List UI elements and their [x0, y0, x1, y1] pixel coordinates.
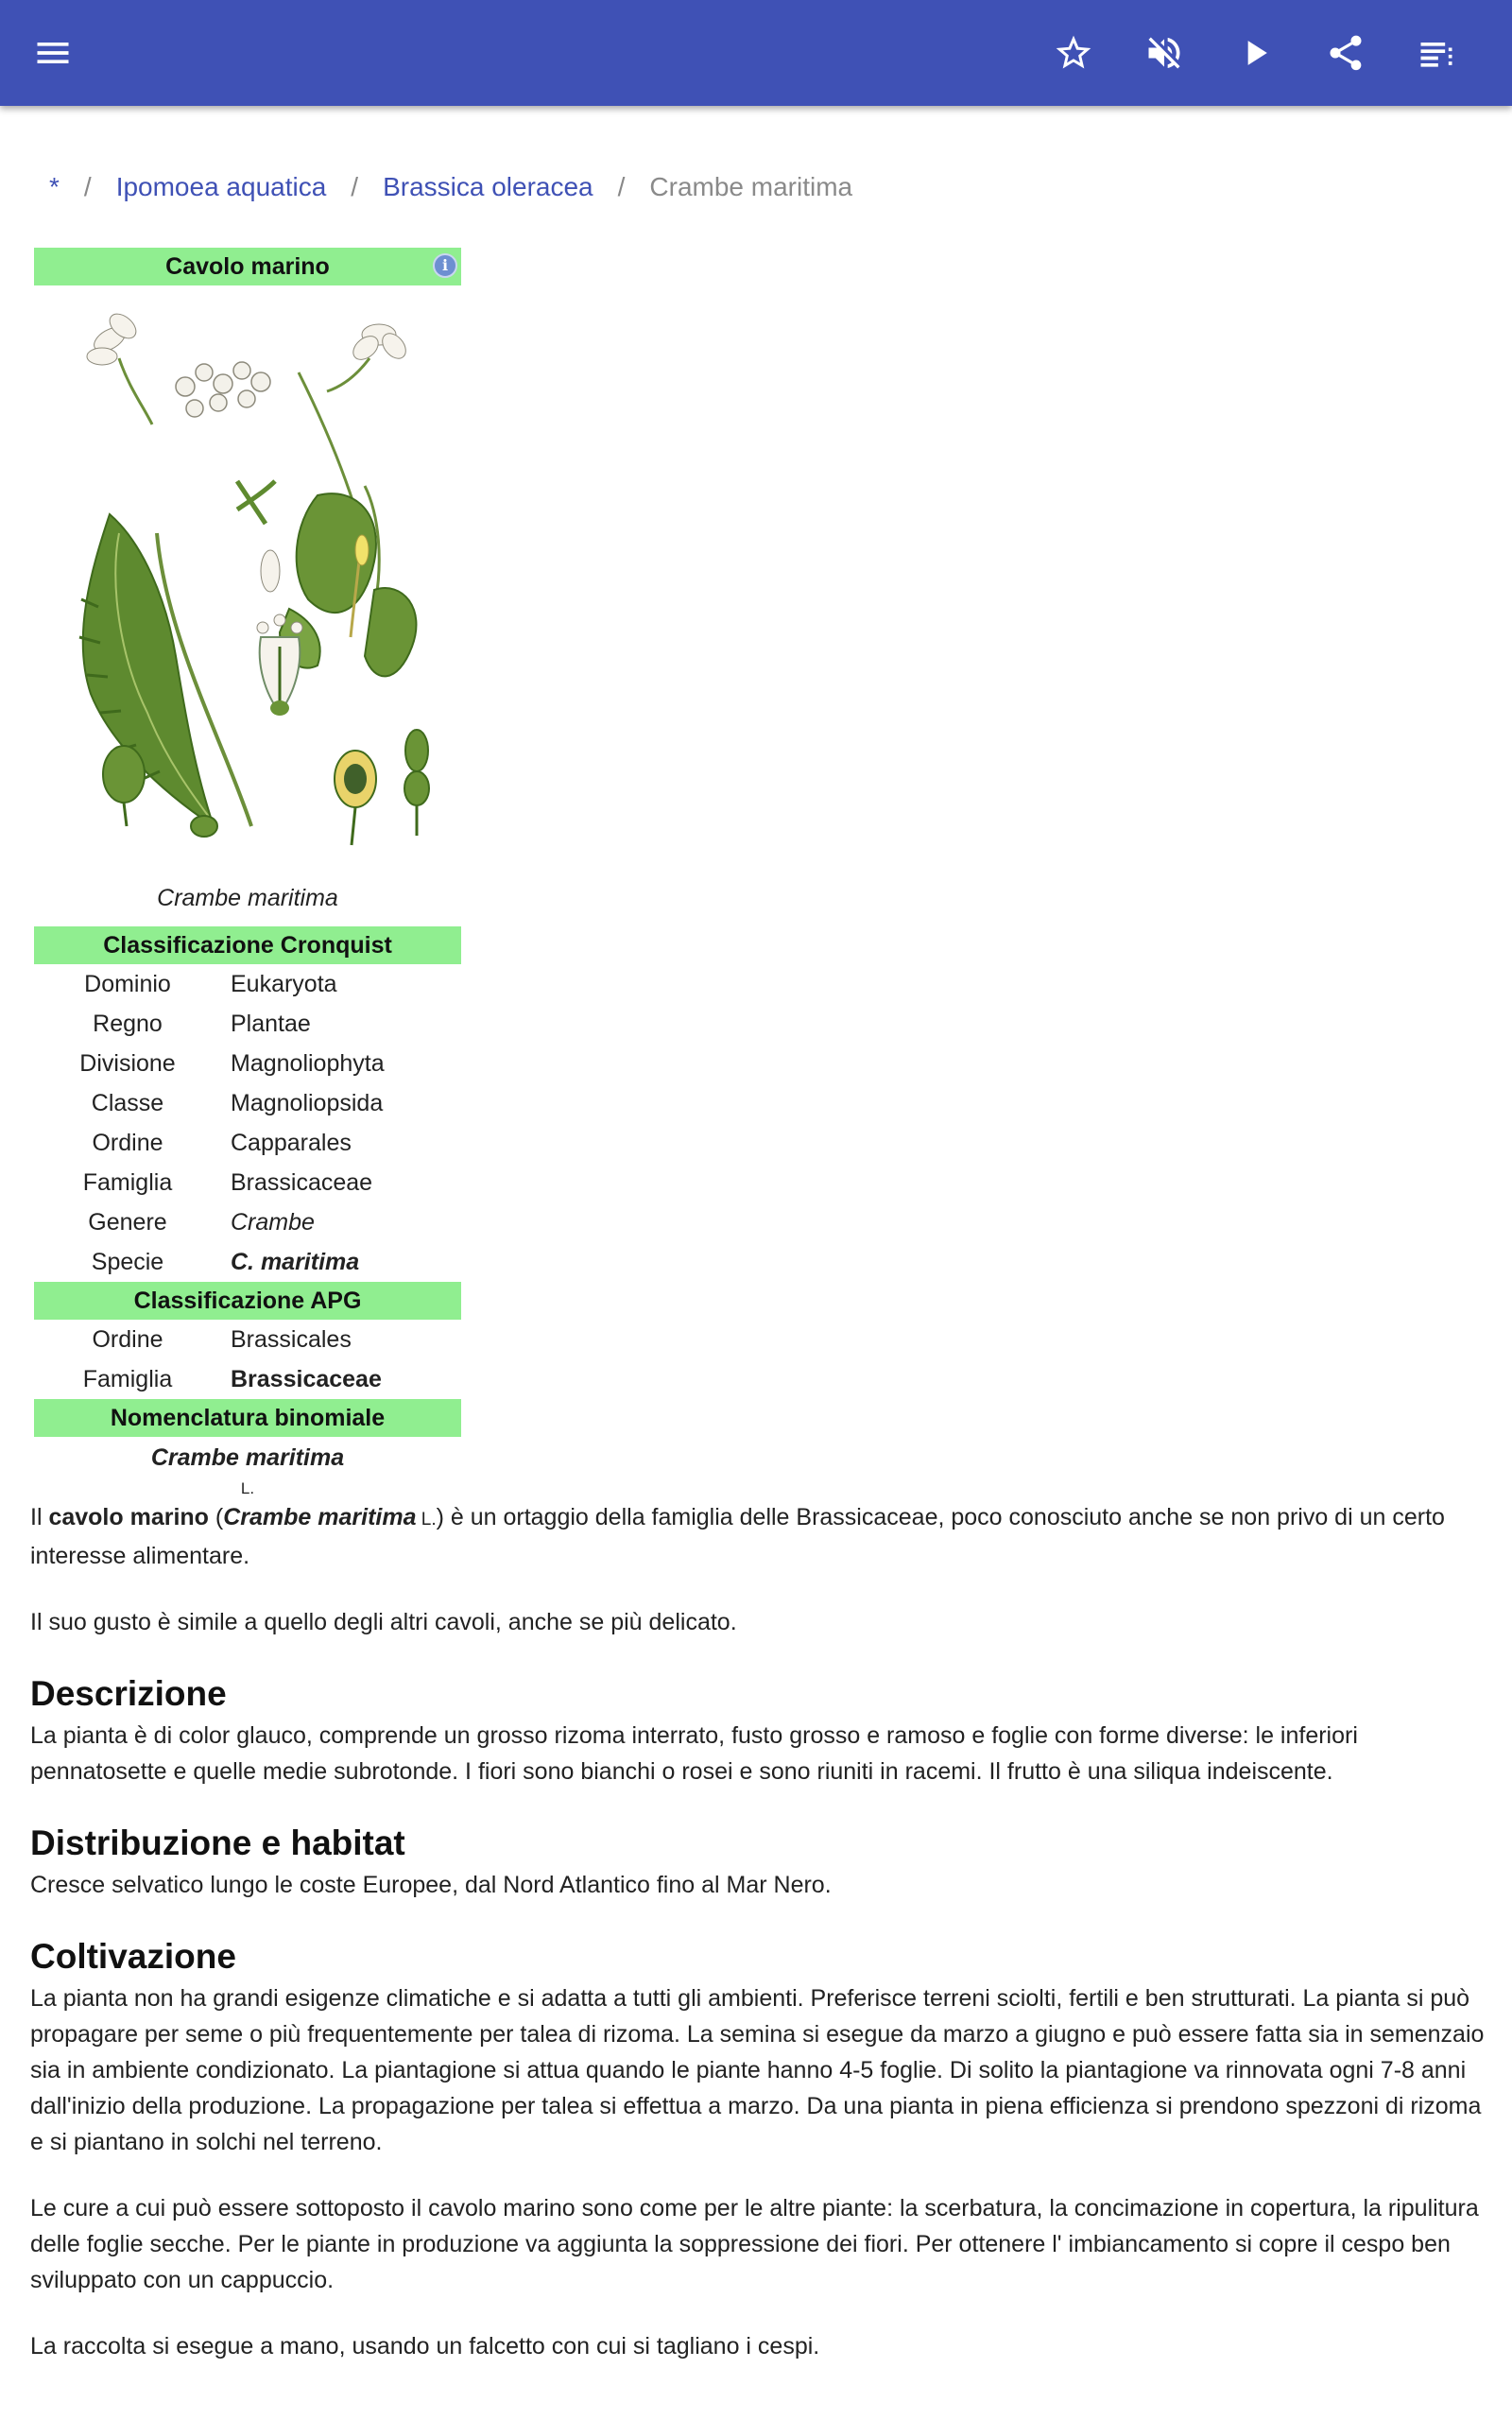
intro-text: ) è un ortaggio della famiglia delle Brassicaceae, poco conosciuto anche se non privo di un certo interesse alimentare. — [30, 1504, 1445, 1569]
taxon-rank: Regno — [93, 1011, 163, 1037]
breadcrumb-home-link[interactable]: * — [49, 172, 60, 201]
apg-header: Classificazione APG — [34, 1282, 461, 1320]
image-caption: Crambe maritima — [157, 885, 338, 911]
taxon-rank: Divisione — [79, 1050, 176, 1077]
menu-button[interactable] — [19, 19, 87, 87]
taxon-row — [34, 1044, 461, 1083]
crambe-maritima-drawing — [53, 297, 442, 860]
taxon-value[interactable]: Capparales — [231, 1130, 352, 1156]
taxon-row — [34, 1123, 461, 1163]
taxon-rank: Classe — [91, 1090, 164, 1116]
favorite-button[interactable] — [1040, 19, 1108, 87]
cronquist-header: Classificazione Cronquist — [34, 926, 461, 964]
taxon-value: Brassicaceae — [231, 1366, 382, 1392]
taxon-value[interactable]: Eukaryota — [231, 971, 337, 997]
intro-author: L. — [416, 1510, 437, 1530]
taxon-value[interactable]: Brassicales — [231, 1326, 352, 1353]
play-icon — [1234, 32, 1276, 74]
mute-button[interactable] — [1130, 19, 1198, 87]
intro-text: Il — [30, 1504, 49, 1530]
playlist-icon — [1416, 32, 1457, 74]
taxon-row — [34, 1083, 461, 1123]
binomial-header: Nomenclatura binomiale — [34, 1399, 461, 1437]
taxon-rank: Famiglia — [82, 1169, 173, 1196]
app-bar — [0, 0, 1512, 106]
star-icon — [1053, 32, 1094, 74]
section-heading-coltivazione: Coltivazione — [30, 1937, 236, 1976]
breadcrumb — [49, 168, 852, 206]
taxon-value[interactable]: Brassicaceae — [231, 1169, 373, 1196]
taxon-value[interactable]: Plantae — [231, 1011, 311, 1037]
taxon-rank: Ordine — [92, 1326, 163, 1353]
breadcrumb-link-ipomoea[interactable]: Ipomoea aquatica — [115, 172, 327, 201]
taxon-rank: Famiglia — [82, 1366, 173, 1392]
taxobox-title — [34, 248, 461, 285]
taxobox-title-text: Cavolo marino — [165, 253, 330, 280]
share-button[interactable] — [1312, 19, 1380, 87]
breadcrumb-separator: / — [351, 172, 359, 201]
taxon-row — [34, 1320, 461, 1359]
volume-off-icon — [1143, 32, 1185, 74]
intro-binomial: Crambe maritima — [223, 1504, 417, 1530]
breadcrumb-separator: / — [83, 172, 92, 201]
taxon-row — [34, 1202, 461, 1242]
paragraph: Le cure a cui può essere sottoposto il cavolo marino sono come per le altre piante: la scerbatura, la concimazione in copertura, la ripulitura delle foglie secche. Per le piante in produzione va aggiunta la soppressione dei fiori. Per ottenere l' imbiancamento si copre il cespo ben sviluppato con un cappuccio. — [30, 2195, 1479, 2293]
intro-bold-term: cavolo marino — [48, 1504, 209, 1530]
menu-icon — [32, 32, 74, 74]
paragraph: La pianta non ha grandi esigenze climatiche e si adatta a tutti gli ambienti. Preferisce terreni sciolti, fertili e ben strutturati. La pianta si può propagare per seme o più frequentemente per talea di rizoma. La semina si esegue da marzo a giugno e può essere fatta sia in semenzaio sia in ambiente condizionato. La piantagione si attua quando le piante hanno 4-5 foglie. Di solito la piantagione va rinnovata ogni 7-8 anni dall'inizio della produzione. La propagazione per talea si effettua a marzo. Da una pianta in piena efficienza si prendono spezzoni di rizoma e si piantano in solchi nel terreno. — [30, 1985, 1485, 2155]
intro-text: ( — [208, 1504, 224, 1530]
intro-paragraph — [30, 1499, 1486, 1574]
taxon-row — [34, 1163, 461, 1202]
taxon-value[interactable]: Magnoliophyta — [231, 1050, 385, 1077]
taxobox — [34, 248, 461, 1505]
info-icon[interactable]: i — [433, 253, 457, 278]
taxon-rank: Dominio — [84, 971, 171, 997]
taxon-value[interactable]: Magnoliopsida — [231, 1090, 384, 1116]
taxon-row — [34, 1004, 461, 1044]
plant-illustration[interactable] — [34, 285, 461, 870]
taxon-rank: Specie — [91, 1249, 164, 1275]
breadcrumb-separator: / — [617, 172, 626, 201]
section-heading-distribuzione: Distribuzione e habitat — [30, 1824, 405, 1862]
paragraph: La raccolta si esegue a mano, usando un falcetto con cui si tagliano i cespi. — [30, 2333, 820, 2360]
taxon-value[interactable]: Crambe — [231, 1209, 315, 1236]
taxon-row — [34, 964, 461, 1004]
breadcrumb-link-brassica[interactable]: Brassica oleracea — [383, 172, 593, 201]
taxon-row — [34, 1242, 461, 1282]
section-heading-descrizione: Descrizione — [30, 1674, 227, 1713]
binomial-author: L. — [240, 1479, 255, 1497]
paragraph: La pianta è di color glauco, comprende un grosso rizoma interrato, fusto grosso e ramoso e foglie con forme diverse: le inferiori pennatosette e quelle medie subrotonde. I fiori sono bianchi o rosei e sono riuniti in racemi. Il frutto è una siliqua indeiscente. — [30, 1722, 1358, 1785]
binomial-name: Crambe maritima — [150, 1444, 345, 1471]
article-body — [30, 1499, 1486, 2394]
share-icon — [1325, 32, 1366, 74]
contents-button[interactable] — [1402, 19, 1470, 87]
paragraph: Il suo gusto è simile a quello degli altri cavoli, anche se più delicato. — [30, 1609, 737, 1635]
taxon-value: C. maritima — [231, 1249, 360, 1275]
play-button[interactable] — [1221, 19, 1289, 87]
breadcrumb-current: Crambe maritima — [649, 172, 853, 201]
taxon-rank: Ordine — [92, 1130, 163, 1156]
taxon-rank: Genere — [88, 1209, 167, 1236]
taxon-row — [34, 1359, 461, 1399]
paragraph: Cresce selvatico lungo le coste Europee, dal Nord Atlantico fino al Mar Nero. — [30, 1872, 832, 1898]
